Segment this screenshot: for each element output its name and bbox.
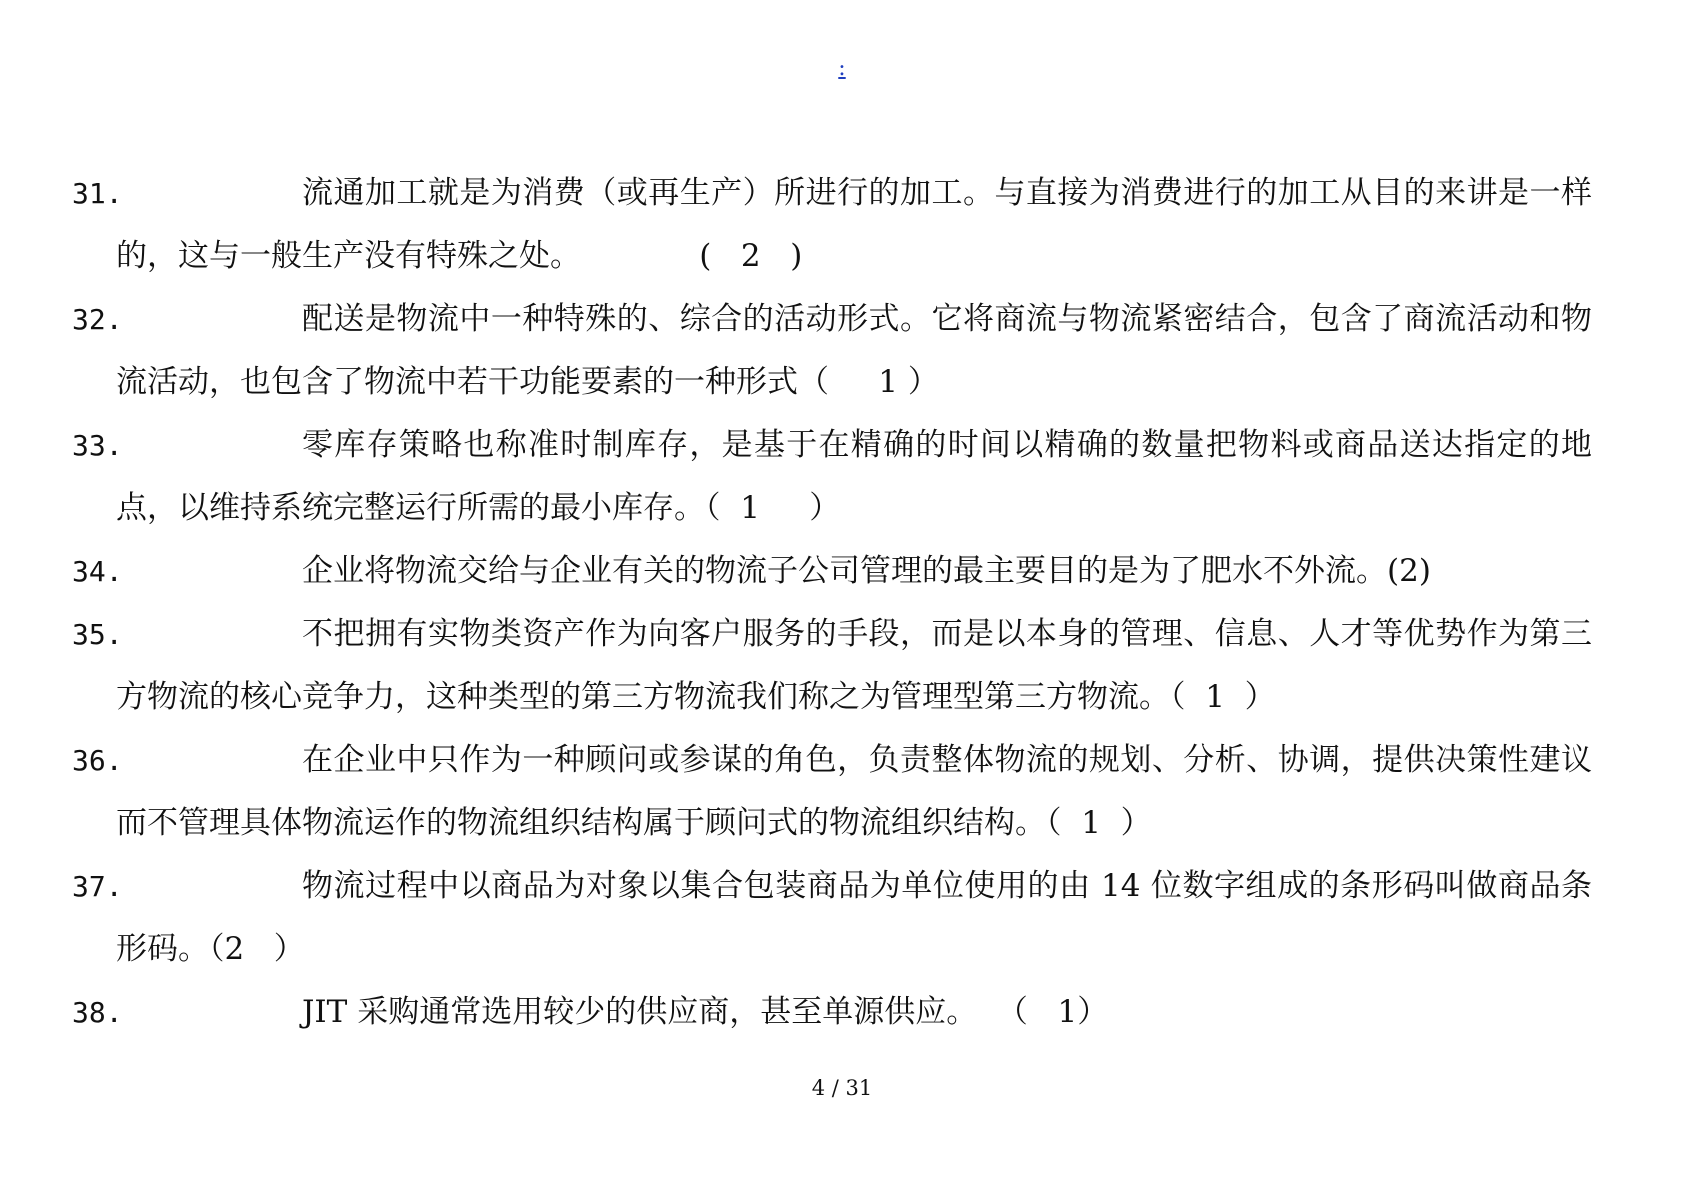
question-number: 33. <box>72 429 123 462</box>
question-text: JIT 采购通常选用较少的供应商，甚至单源供应。 （ 1） <box>302 994 1109 1030</box>
question-text: 配送是物流中一种特殊的、综合的活动形式。它将商流与物流紧密结合，包含了商流活动和物流活动，也包含了物流中若干功能要素的一种形式（ 1 ） <box>116 301 1592 400</box>
question-number: 38. <box>72 996 123 1029</box>
question-item-31 <box>72 162 1592 288</box>
question-list <box>72 162 1592 1044</box>
question-number: 36. <box>72 744 123 777</box>
question-number: 34. <box>72 555 123 588</box>
question-item-32 <box>72 288 1592 414</box>
question-text: 企业将物流交给与企业有关的物流子公司管理的最主要目的是为了肥水不外流。(2) <box>302 553 1431 589</box>
question-number: 32. <box>72 303 123 336</box>
question-item-38 <box>72 981 1592 1044</box>
page-number: 4 / 31 <box>811 1076 873 1100</box>
question-text: 在企业中只作为一种顾问或参谋的角色，负责整体物流的规划、分析、协调，提供决策性建议而不管理具体物流运作的物流组织结构属于顾问式的物流组织结构。（ 1 ） <box>116 742 1592 841</box>
question-text: 物流过程中以商品为对象以集合包装商品为单位使用的由 14 位数字组成的条形码叫做商品条形码。（2 ） <box>116 868 1592 967</box>
question-item-34 <box>72 540 1592 603</box>
question-item-35 <box>72 603 1592 729</box>
question-item-36 <box>72 729 1592 855</box>
question-text: 流通加工就是为消费（或再生产）所进行的加工。与直接为消费进行的加工从目的来讲是一样的，这与一般生产没有特殊之处。 ( 2 ) <box>116 175 1592 274</box>
question-number: 35. <box>72 618 123 651</box>
question-number: 31. <box>72 177 123 210</box>
page-header-mark: : <box>838 56 846 81</box>
question-item-37 <box>72 855 1592 981</box>
question-text: 零库存策略也称准时制库存，是基于在精确的时间以精确的数量把物料或商品送达指定的地点，以维持系统完整运行所需的最小库存。（ 1 ） <box>116 427 1592 526</box>
question-text: 不把拥有实物类资产作为向客户服务的手段，而是以本身的管理、信息、人才等优势作为第三方物流的核心竞争力，这种类型的第三方物流我们称之为管理型第三方物流。（ 1 ） <box>116 616 1592 715</box>
question-item-33 <box>72 414 1592 540</box>
question-number: 37. <box>72 870 123 903</box>
